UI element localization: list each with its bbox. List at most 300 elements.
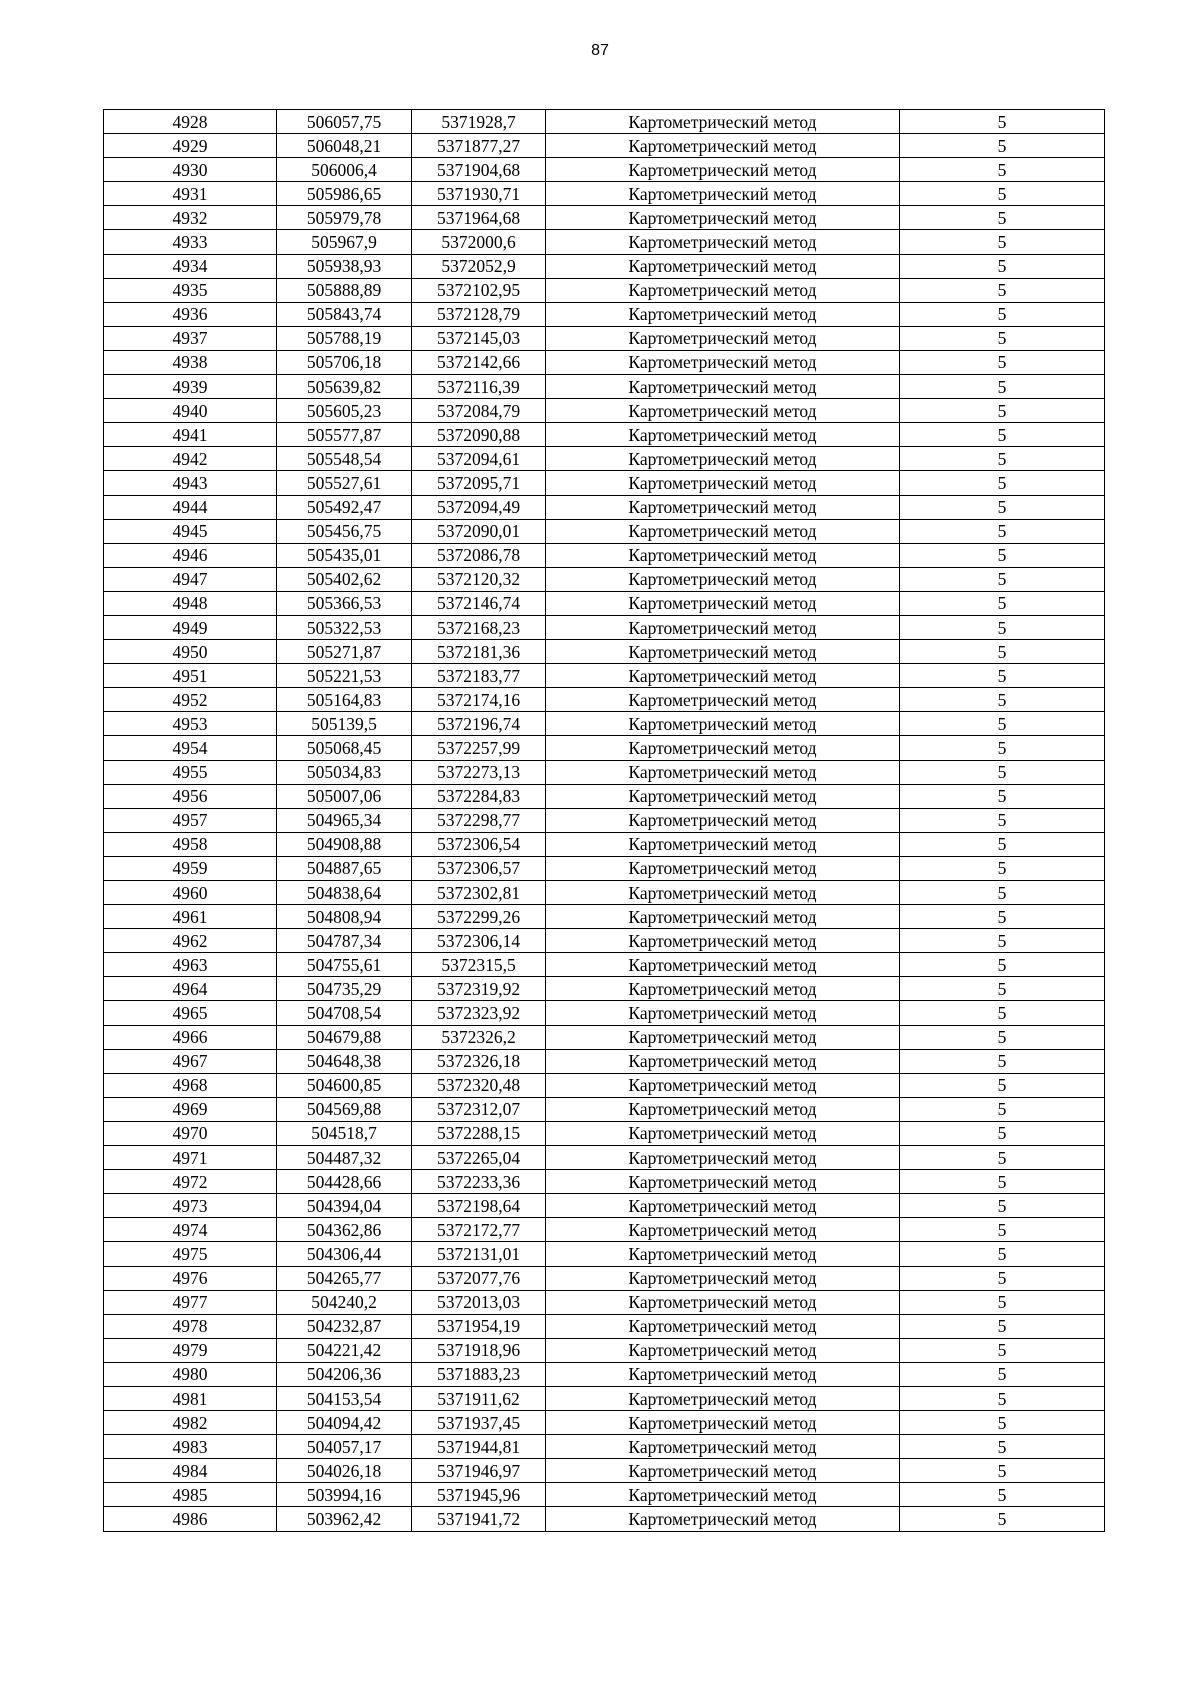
y-coordinate-cell: 5372326,18: [412, 1049, 546, 1073]
method-cell: Картометрический метод: [546, 1218, 900, 1242]
accuracy-cell: 5: [900, 905, 1105, 929]
method-cell: Картометрический метод: [546, 302, 900, 326]
table-row: [104, 1001, 1105, 1025]
accuracy-cell: 5: [900, 1507, 1105, 1531]
accuracy-cell: 5: [900, 1459, 1105, 1483]
table-row: [104, 1483, 1105, 1507]
x-coordinate-cell: 505007,06: [277, 784, 412, 808]
table-row: [104, 254, 1105, 278]
method-cell: Картометрический метод: [546, 278, 900, 302]
table-row: [104, 1411, 1105, 1435]
point-number-cell: 4982: [104, 1411, 277, 1435]
y-coordinate-cell: 5372298,77: [412, 808, 546, 832]
table-row: [104, 495, 1105, 519]
x-coordinate-cell: 504965,34: [277, 808, 412, 832]
x-coordinate-cell: 505492,47: [277, 495, 412, 519]
table-row: [104, 110, 1105, 134]
method-cell: Картометрический метод: [546, 1097, 900, 1121]
accuracy-cell: 5: [900, 350, 1105, 374]
accuracy-cell: 5: [900, 230, 1105, 254]
accuracy-cell: 5: [900, 1170, 1105, 1194]
y-coordinate-cell: 5372095,71: [412, 471, 546, 495]
y-coordinate-cell: 5372284,83: [412, 784, 546, 808]
x-coordinate-cell: 504887,65: [277, 856, 412, 880]
y-coordinate-cell: 5372299,26: [412, 905, 546, 929]
x-coordinate-cell: 505322,53: [277, 615, 412, 639]
y-coordinate-cell: 5372094,49: [412, 495, 546, 519]
method-cell: Картометрический метод: [546, 1338, 900, 1362]
point-number-cell: 4971: [104, 1146, 277, 1170]
accuracy-cell: 5: [900, 832, 1105, 856]
accuracy-cell: 5: [900, 1266, 1105, 1290]
y-coordinate-cell: 5372077,76: [412, 1266, 546, 1290]
point-number-cell: 4964: [104, 977, 277, 1001]
method-cell: Картометрический метод: [546, 929, 900, 953]
accuracy-cell: 5: [900, 712, 1105, 736]
table-row: [104, 399, 1105, 423]
point-number-cell: 4972: [104, 1170, 277, 1194]
accuracy-cell: 5: [900, 615, 1105, 639]
x-coordinate-cell: 505605,23: [277, 399, 412, 423]
table-row: [104, 567, 1105, 591]
table-row: [104, 1218, 1105, 1242]
point-number-cell: 4952: [104, 688, 277, 712]
accuracy-cell: 5: [900, 664, 1105, 688]
x-coordinate-cell: 504362,86: [277, 1218, 412, 1242]
method-cell: Картометрический метод: [546, 423, 900, 447]
point-number-cell: 4978: [104, 1314, 277, 1338]
method-cell: Картометрический метод: [546, 640, 900, 664]
accuracy-cell: 5: [900, 784, 1105, 808]
accuracy-cell: 5: [900, 495, 1105, 519]
y-coordinate-cell: 5372102,95: [412, 278, 546, 302]
y-coordinate-cell: 5371928,7: [412, 110, 546, 134]
point-number-cell: 4947: [104, 567, 277, 591]
y-coordinate-cell: 5372326,2: [412, 1025, 546, 1049]
y-coordinate-cell: 5372131,01: [412, 1242, 546, 1266]
accuracy-cell: 5: [900, 640, 1105, 664]
point-number-cell: 4946: [104, 543, 277, 567]
table-row: [104, 640, 1105, 664]
method-cell: Картометрический метод: [546, 760, 900, 784]
table-row: [104, 1338, 1105, 1362]
y-coordinate-cell: 5371918,96: [412, 1338, 546, 1362]
x-coordinate-cell: 504240,2: [277, 1290, 412, 1314]
point-number-cell: 4938: [104, 350, 277, 374]
coordinates-table: [103, 109, 1105, 1532]
x-coordinate-cell: 505986,65: [277, 182, 412, 206]
method-cell: Картометрический метод: [546, 110, 900, 134]
table-row: [104, 905, 1105, 929]
y-coordinate-cell: 5372183,77: [412, 664, 546, 688]
point-number-cell: 4936: [104, 302, 277, 326]
method-cell: Картометрический метод: [546, 567, 900, 591]
point-number-cell: 4934: [104, 254, 277, 278]
x-coordinate-cell: 505221,53: [277, 664, 412, 688]
y-coordinate-cell: 5372233,36: [412, 1170, 546, 1194]
y-coordinate-cell: 5372128,79: [412, 302, 546, 326]
method-cell: Картометрический метод: [546, 1483, 900, 1507]
point-number-cell: 4969: [104, 1097, 277, 1121]
point-number-cell: 4956: [104, 784, 277, 808]
point-number-cell: 4980: [104, 1362, 277, 1386]
y-coordinate-cell: 5372273,13: [412, 760, 546, 784]
accuracy-cell: 5: [900, 1146, 1105, 1170]
accuracy-cell: 5: [900, 1001, 1105, 1025]
accuracy-cell: 5: [900, 543, 1105, 567]
y-coordinate-cell: 5371904,68: [412, 158, 546, 182]
y-coordinate-cell: 5372196,74: [412, 712, 546, 736]
accuracy-cell: 5: [900, 881, 1105, 905]
point-number-cell: 4929: [104, 134, 277, 158]
table-row: [104, 230, 1105, 254]
x-coordinate-cell: 504026,18: [277, 1459, 412, 1483]
x-coordinate-cell: 505366,53: [277, 591, 412, 615]
x-coordinate-cell: 504487,32: [277, 1146, 412, 1170]
table-row: [104, 760, 1105, 784]
y-coordinate-cell: 5372116,39: [412, 375, 546, 399]
point-number-cell: 4976: [104, 1266, 277, 1290]
method-cell: Картометрический метод: [546, 375, 900, 399]
accuracy-cell: 5: [900, 1073, 1105, 1097]
accuracy-cell: 5: [900, 1218, 1105, 1242]
point-number-cell: 4932: [104, 206, 277, 230]
table-row: [104, 736, 1105, 760]
x-coordinate-cell: 505164,83: [277, 688, 412, 712]
y-coordinate-cell: 5371877,27: [412, 134, 546, 158]
accuracy-cell: 5: [900, 591, 1105, 615]
method-cell: Картометрический метод: [546, 736, 900, 760]
table-row: [104, 543, 1105, 567]
accuracy-cell: 5: [900, 206, 1105, 230]
table-row: [104, 278, 1105, 302]
method-cell: Картометрический метод: [546, 591, 900, 615]
x-coordinate-cell: 505639,82: [277, 375, 412, 399]
y-coordinate-cell: 5371941,72: [412, 1507, 546, 1531]
point-number-cell: 4945: [104, 519, 277, 543]
accuracy-cell: 5: [900, 977, 1105, 1001]
x-coordinate-cell: 505402,62: [277, 567, 412, 591]
y-coordinate-cell: 5372302,81: [412, 881, 546, 905]
page-number: 87: [591, 42, 609, 59]
method-cell: Картометрический метод: [546, 1314, 900, 1338]
y-coordinate-cell: 5372145,03: [412, 326, 546, 350]
table-row: [104, 591, 1105, 615]
y-coordinate-cell: 5372265,04: [412, 1146, 546, 1170]
y-coordinate-cell: 5371930,71: [412, 182, 546, 206]
point-number-cell: 4977: [104, 1290, 277, 1314]
accuracy-cell: 5: [900, 856, 1105, 880]
x-coordinate-cell: 504094,42: [277, 1411, 412, 1435]
x-coordinate-cell: 504908,88: [277, 832, 412, 856]
y-coordinate-cell: 5372013,03: [412, 1290, 546, 1314]
accuracy-cell: 5: [900, 1121, 1105, 1145]
point-number-cell: 4941: [104, 423, 277, 447]
table-row: [104, 808, 1105, 832]
accuracy-cell: 5: [900, 1290, 1105, 1314]
accuracy-cell: 5: [900, 1049, 1105, 1073]
method-cell: Картометрический метод: [546, 134, 900, 158]
x-coordinate-cell: 505034,83: [277, 760, 412, 784]
x-coordinate-cell: 504306,44: [277, 1242, 412, 1266]
accuracy-cell: 5: [900, 447, 1105, 471]
method-cell: Картометрический метод: [546, 1146, 900, 1170]
x-coordinate-cell: 504221,42: [277, 1338, 412, 1362]
x-coordinate-cell: 504600,85: [277, 1073, 412, 1097]
point-number-cell: 4951: [104, 664, 277, 688]
x-coordinate-cell: 504394,04: [277, 1194, 412, 1218]
point-number-cell: 4940: [104, 399, 277, 423]
x-coordinate-cell: 505967,9: [277, 230, 412, 254]
point-number-cell: 4930: [104, 158, 277, 182]
table-row: [104, 1242, 1105, 1266]
x-coordinate-cell: 506057,75: [277, 110, 412, 134]
y-coordinate-cell: 5371945,96: [412, 1483, 546, 1507]
table-row: [104, 326, 1105, 350]
table-row: [104, 615, 1105, 639]
x-coordinate-cell: 504232,87: [277, 1314, 412, 1338]
x-coordinate-cell: 505527,61: [277, 471, 412, 495]
x-coordinate-cell: 504679,88: [277, 1025, 412, 1049]
point-number-cell: 4962: [104, 929, 277, 953]
x-coordinate-cell: 504787,34: [277, 929, 412, 953]
y-coordinate-cell: 5372168,23: [412, 615, 546, 639]
point-number-cell: 4985: [104, 1483, 277, 1507]
point-number-cell: 4959: [104, 856, 277, 880]
y-coordinate-cell: 5372052,9: [412, 254, 546, 278]
accuracy-cell: 5: [900, 953, 1105, 977]
table-row: [104, 1194, 1105, 1218]
x-coordinate-cell: 504838,64: [277, 881, 412, 905]
y-coordinate-cell: 5371937,45: [412, 1411, 546, 1435]
table-row: [104, 447, 1105, 471]
table-row: [104, 953, 1105, 977]
method-cell: Картометрический метод: [546, 206, 900, 230]
accuracy-cell: 5: [900, 1194, 1105, 1218]
x-coordinate-cell: 504648,38: [277, 1049, 412, 1073]
method-cell: Картометрический метод: [546, 1435, 900, 1459]
table-row: [104, 182, 1105, 206]
point-number-cell: 4955: [104, 760, 277, 784]
x-coordinate-cell: 504708,54: [277, 1001, 412, 1025]
y-coordinate-cell: 5372319,92: [412, 977, 546, 1001]
accuracy-cell: 5: [900, 1411, 1105, 1435]
point-number-cell: 4960: [104, 881, 277, 905]
table-row: [104, 1146, 1105, 1170]
point-number-cell: 4933: [104, 230, 277, 254]
x-coordinate-cell: 504206,36: [277, 1362, 412, 1386]
accuracy-cell: 5: [900, 1338, 1105, 1362]
table-row: [104, 1073, 1105, 1097]
x-coordinate-cell: 505271,87: [277, 640, 412, 664]
method-cell: Картометрический метод: [546, 326, 900, 350]
method-cell: Картометрический метод: [546, 615, 900, 639]
method-cell: Картометрический метод: [546, 808, 900, 832]
point-number-cell: 4935: [104, 278, 277, 302]
point-number-cell: 4957: [104, 808, 277, 832]
point-number-cell: 4954: [104, 736, 277, 760]
point-number-cell: 4974: [104, 1218, 277, 1242]
x-coordinate-cell: 504569,88: [277, 1097, 412, 1121]
accuracy-cell: 5: [900, 182, 1105, 206]
point-number-cell: 4963: [104, 953, 277, 977]
accuracy-cell: 5: [900, 302, 1105, 326]
method-cell: Картометрический метод: [546, 399, 900, 423]
x-coordinate-cell: 505577,87: [277, 423, 412, 447]
accuracy-cell: 5: [900, 110, 1105, 134]
method-cell: Картометрический метод: [546, 254, 900, 278]
accuracy-cell: 5: [900, 1435, 1105, 1459]
table-row: [104, 856, 1105, 880]
method-cell: Картометрический метод: [546, 350, 900, 374]
table-row: [104, 832, 1105, 856]
point-number-cell: 4970: [104, 1121, 277, 1145]
table-row: [104, 375, 1105, 399]
accuracy-cell: 5: [900, 567, 1105, 591]
table-row: [104, 350, 1105, 374]
method-cell: Картометрический метод: [546, 1073, 900, 1097]
accuracy-cell: 5: [900, 254, 1105, 278]
table-row: [104, 302, 1105, 326]
table-row: [104, 881, 1105, 905]
point-number-cell: 4943: [104, 471, 277, 495]
x-coordinate-cell: 504808,94: [277, 905, 412, 929]
x-coordinate-cell: 503994,16: [277, 1483, 412, 1507]
accuracy-cell: 5: [900, 688, 1105, 712]
y-coordinate-cell: 5372172,77: [412, 1218, 546, 1242]
point-number-cell: 4953: [104, 712, 277, 736]
y-coordinate-cell: 5372174,16: [412, 688, 546, 712]
table-row: [104, 1049, 1105, 1073]
accuracy-cell: 5: [900, 929, 1105, 953]
accuracy-cell: 5: [900, 278, 1105, 302]
accuracy-cell: 5: [900, 1097, 1105, 1121]
method-cell: Картометрический метод: [546, 471, 900, 495]
point-number-cell: 4928: [104, 110, 277, 134]
point-number-cell: 4981: [104, 1386, 277, 1410]
method-cell: Картометрический метод: [546, 784, 900, 808]
method-cell: Картометрический метод: [546, 1362, 900, 1386]
y-coordinate-cell: 5372306,54: [412, 832, 546, 856]
method-cell: Картометрический метод: [546, 495, 900, 519]
y-coordinate-cell: 5372084,79: [412, 399, 546, 423]
y-coordinate-cell: 5371964,68: [412, 206, 546, 230]
x-coordinate-cell: 504518,7: [277, 1121, 412, 1145]
table-row: [104, 784, 1105, 808]
table-row: [104, 1266, 1105, 1290]
method-cell: Картометрический метод: [546, 447, 900, 471]
accuracy-cell: 5: [900, 808, 1105, 832]
method-cell: Картометрический метод: [546, 1242, 900, 1266]
y-coordinate-cell: 5371954,19: [412, 1314, 546, 1338]
x-coordinate-cell: 505456,75: [277, 519, 412, 543]
x-coordinate-cell: 505548,54: [277, 447, 412, 471]
coordinates-table-body: [104, 110, 1105, 1532]
point-number-cell: 4966: [104, 1025, 277, 1049]
x-coordinate-cell: 505788,19: [277, 326, 412, 350]
accuracy-cell: 5: [900, 399, 1105, 423]
point-number-cell: 4939: [104, 375, 277, 399]
x-coordinate-cell: 504735,29: [277, 977, 412, 1001]
point-number-cell: 4944: [104, 495, 277, 519]
accuracy-cell: 5: [900, 1025, 1105, 1049]
y-coordinate-cell: 5372000,6: [412, 230, 546, 254]
y-coordinate-cell: 5371883,23: [412, 1362, 546, 1386]
point-number-cell: 4967: [104, 1049, 277, 1073]
method-cell: Картометрический метод: [546, 1411, 900, 1435]
table-row: [104, 1290, 1105, 1314]
table-row: [104, 688, 1105, 712]
y-coordinate-cell: 5372090,01: [412, 519, 546, 543]
method-cell: Картометрический метод: [546, 230, 900, 254]
point-number-cell: 4968: [104, 1073, 277, 1097]
point-number-cell: 4975: [104, 1242, 277, 1266]
method-cell: Картометрический метод: [546, 856, 900, 880]
point-number-cell: 4949: [104, 615, 277, 639]
table-row: [104, 206, 1105, 230]
x-coordinate-cell: 505139,5: [277, 712, 412, 736]
method-cell: Картометрический метод: [546, 832, 900, 856]
x-coordinate-cell: 504755,61: [277, 953, 412, 977]
y-coordinate-cell: 5372120,32: [412, 567, 546, 591]
x-coordinate-cell: 503962,42: [277, 1507, 412, 1531]
point-number-cell: 4984: [104, 1459, 277, 1483]
method-cell: Картометрический метод: [546, 158, 900, 182]
point-number-cell: 4948: [104, 591, 277, 615]
accuracy-cell: 5: [900, 471, 1105, 495]
y-coordinate-cell: 5372142,66: [412, 350, 546, 374]
table-row: [104, 1362, 1105, 1386]
accuracy-cell: 5: [900, 519, 1105, 543]
y-coordinate-cell: 5372288,15: [412, 1121, 546, 1145]
y-coordinate-cell: 5371946,97: [412, 1459, 546, 1483]
method-cell: Картометрический метод: [546, 1121, 900, 1145]
point-number-cell: 4986: [104, 1507, 277, 1531]
x-coordinate-cell: 504428,66: [277, 1170, 412, 1194]
method-cell: Картометрический метод: [546, 977, 900, 1001]
y-coordinate-cell: 5371944,81: [412, 1435, 546, 1459]
method-cell: Картометрический метод: [546, 1290, 900, 1314]
y-coordinate-cell: 5372257,99: [412, 736, 546, 760]
accuracy-cell: 5: [900, 423, 1105, 447]
accuracy-cell: 5: [900, 1386, 1105, 1410]
table-row: [104, 519, 1105, 543]
point-number-cell: 4973: [104, 1194, 277, 1218]
table-row: [104, 134, 1105, 158]
x-coordinate-cell: 506048,21: [277, 134, 412, 158]
table-row: [104, 1097, 1105, 1121]
accuracy-cell: 5: [900, 1314, 1105, 1338]
x-coordinate-cell: 504057,17: [277, 1435, 412, 1459]
method-cell: Картометрический метод: [546, 1170, 900, 1194]
y-coordinate-cell: 5372323,92: [412, 1001, 546, 1025]
x-coordinate-cell: 505706,18: [277, 350, 412, 374]
y-coordinate-cell: 5372146,74: [412, 591, 546, 615]
y-coordinate-cell: 5372306,57: [412, 856, 546, 880]
y-coordinate-cell: 5372181,36: [412, 640, 546, 664]
accuracy-cell: 5: [900, 1362, 1105, 1386]
table-row: [104, 977, 1105, 1001]
method-cell: Картометрический метод: [546, 1001, 900, 1025]
point-number-cell: 4961: [104, 905, 277, 929]
point-number-cell: 4958: [104, 832, 277, 856]
x-coordinate-cell: 505888,89: [277, 278, 412, 302]
accuracy-cell: 5: [900, 760, 1105, 784]
table-row: [104, 1435, 1105, 1459]
table-row: [104, 929, 1105, 953]
x-coordinate-cell: 505068,45: [277, 736, 412, 760]
table-row: [104, 158, 1105, 182]
